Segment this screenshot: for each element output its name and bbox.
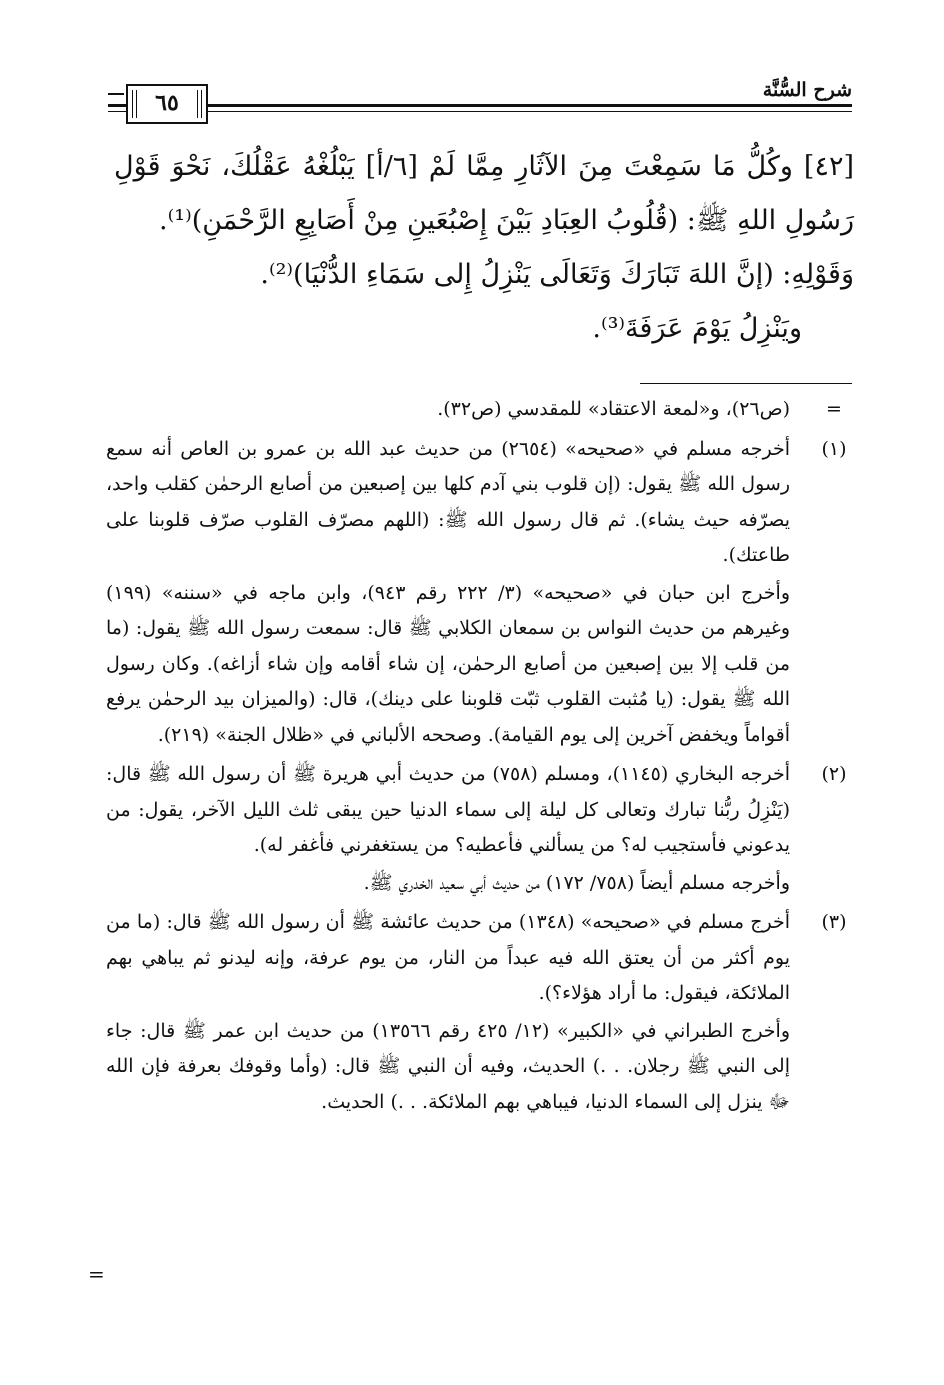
footnote-separator [640,383,852,384]
footnote-3 [106,905,856,1120]
footnote-number: (٣) [821,911,847,933]
footnote-text: وأخرجه مسلم أيضاً (٧٥٨/ ١٧٢) من حديث أبي سعيد الخدري ﷺ. [363,871,790,894]
footnote-text: وأخرج الطبراني في «الكبير» (١٢/ ٤٢٥ رقم ١٣٥٦٦) من حديث ابن عمر ﷺ قال: جاء إلى النبي ﷺ رجلان. . .) الحديث، وفيه أن النبي ﷺ قال: (وأما وقوفك بعرفة فإن الله ﷻ ينزل إلى السماء الدنيا، فيباهي بهم الملائكة. . .) الحديث. [106,1019,790,1113]
footnote-text: وأخرج ابن حبان في «صحيحه» (٣/ ٢٢٢ رقم ٩٤٣)، وابن ماجه في «سننه» (١٩٩) وغيرهم من حديث النواس بن سمعان الكلابي ﷺ قال: سمعت رسول الله ﷺ يقول: (ما من قلب إلا بين إصبعين من أصابع الرحمٰن، إن شاء أقامه وإن شاء أزاغه). وكان رسول الله ﷺ يقول: (يا مُثبت القلوب ثبّت قلوبنا على دينك)، قال: (والميزان بيد الرحمٰن يرفع أقواماً ويخفض آخرين إلى يوم القيامة). وصححه الألباني في «ظلال الجنة» (٢١٩). [106,581,791,746]
continued-mark: = [88,1262,105,1286]
footnote-2 [106,757,856,901]
running-header [108,78,852,124]
page-number-box [126,84,208,124]
header-rule [108,104,852,107]
footnote-number: (١) [821,437,847,460]
page-number: ٦٥ [155,90,179,116]
footnote-continuation [106,392,856,428]
main-paragraph: [٤٢] وكُلُّ مَا سَمِعْتَ مِنَ الآثَارِ مِمَّا لَمْ [٦/أ] يَبْلُغْهُ عَقْلُكَ، نَحْوَ قَوْلِ رَسُولِ اللهِ ﷺ: (قُلُوبُ العِبَادِ بَيْنَ إِصْبُعَينِ مِنْ أَصَابِعِ الرَّحْمَنِ)⁽¹⁾. [114,151,855,236]
continuation-mark: = [826,398,842,420]
footnote-1 [106,432,856,754]
footnote-text: أخرج مسلم في «صحيحه» (١٣٤٨) من حديث عائشة ﷺ أن رسول الله ﷺ قال: (ما من يوم أكثر من أن يعتق الله فيه عبداً من النار، من يوم عرفة، وإنه ليدنو ثم يباهي بهم الملائكة، فيقول: ما أراد هؤلاء؟). [106,911,790,1004]
header-ornament [108,93,124,95]
footnote-text: أخرجه مسلم في «صحيحه» (٢٦٥٤) من حديث عبد الله بن عمرو بن العاص أنه سمع رسول الله ﷺ يقول: (إن قلوب بني آدم كلها بين إصبعين من أصابع الرحمٰن كقلب واحد، يصرّفه حيث يشاء). ثم قال رسول الله ﷺ: (اللهم مصرّف القلوب صرّف قلوبنا على طاعتك). [106,437,790,566]
main-text [114,140,854,356]
footnotes [106,392,856,1124]
book-title: شرح السُّنَّة [757,79,852,101]
main-paragraph: ويَنْزِلُ يَوْمَ عَرَفَةَ⁽³⁾. [592,313,802,344]
footnote-number: (٢) [821,763,847,785]
main-paragraph: وَقَوْلِهِ: (إنَّ اللهَ تَبَارَكَ وَتَعَالَى يَنْزِلُ إِلى سَمَاءِ الدُّنْيَا)⁽²⁾. [260,259,854,290]
footnote-text: أخرجه البخاري (١١٤٥)، ومسلم (٧٥٨) من حديث أبي هريرة ﷺ أن رسول الله ﷺ قال: (يَنْزِلُ ربُّنا تبارك وتعالى كل ليلة إلى سماء الدنيا حين يبقى ثلث الليل الآخر، يقول: من يدعوني فأستجيب له؟ من يسألني فأعطيه؟ من يستغفرني فأغفر له). [106,763,790,856]
footnote-text: (ص٢٦)، و«لمعة الاعتقاد» للمقدسي (ص٣٢). [437,398,790,420]
header-rule-thin [108,111,852,112]
